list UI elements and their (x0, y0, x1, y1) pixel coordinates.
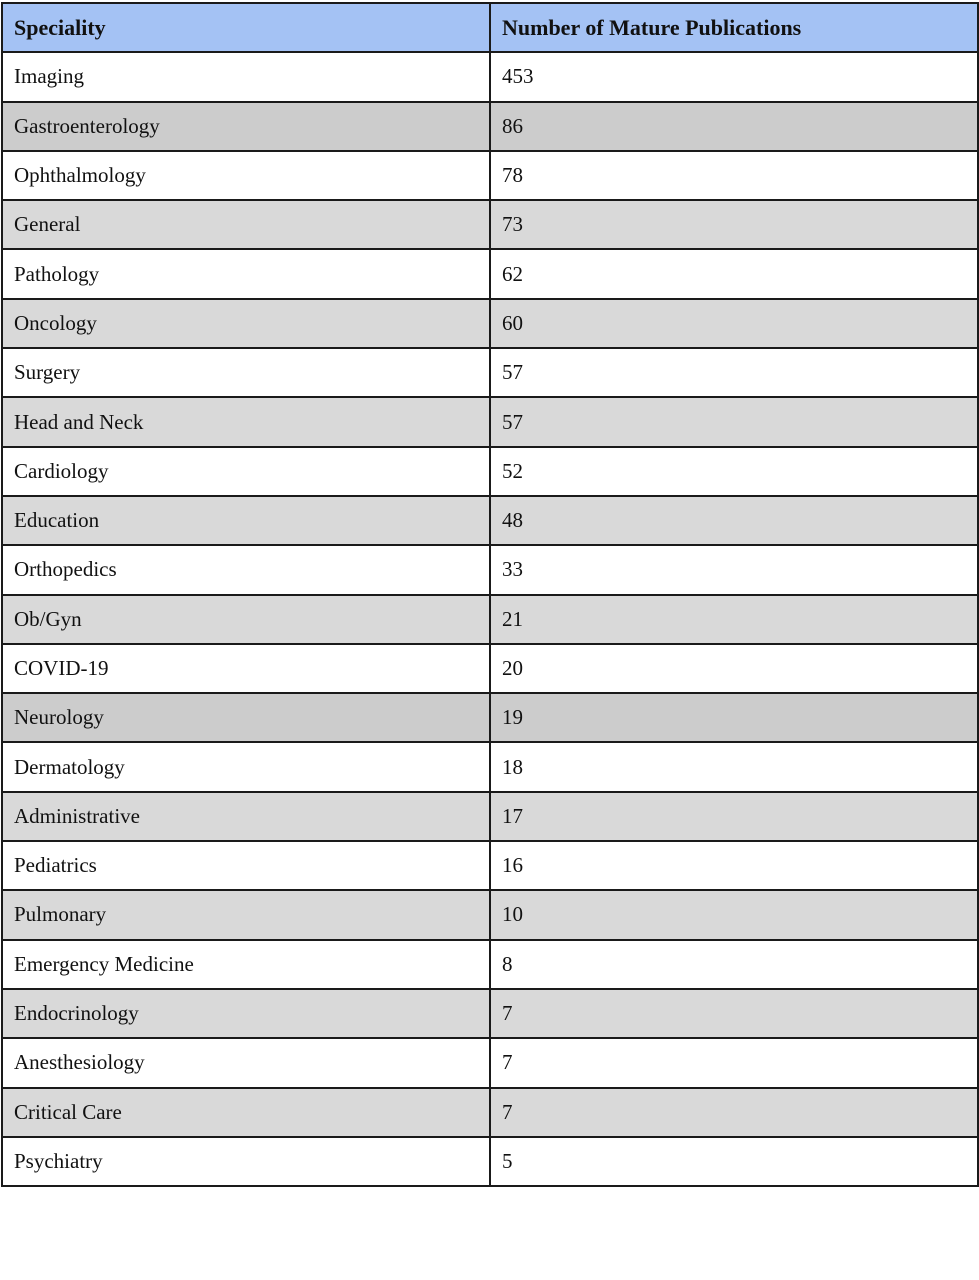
cell-publication-count: 7 (490, 1038, 978, 1087)
table-row (2, 742, 978, 791)
cell-publication-count: 52 (490, 447, 978, 496)
column-header-speciality: Speciality (2, 3, 490, 52)
cell-speciality: Ophthalmology (2, 151, 490, 200)
cell-publication-count: 16 (490, 841, 978, 890)
table-row (2, 397, 978, 446)
cell-speciality: Psychiatry (2, 1137, 490, 1186)
cell-speciality: Cardiology (2, 447, 490, 496)
table-row (2, 644, 978, 693)
table-row (2, 151, 978, 200)
table-row (2, 841, 978, 890)
cell-publication-count: 453 (490, 52, 978, 101)
cell-speciality: Head and Neck (2, 397, 490, 446)
cell-publication-count: 57 (490, 397, 978, 446)
table-row (2, 249, 978, 298)
cell-publication-count: 5 (490, 1137, 978, 1186)
cell-speciality: Pediatrics (2, 841, 490, 890)
table-row (2, 1137, 978, 1186)
cell-publication-count: 7 (490, 989, 978, 1038)
table-row (2, 102, 978, 151)
cell-publication-count: 8 (490, 940, 978, 989)
cell-publication-count: 86 (490, 102, 978, 151)
cell-speciality: Gastroenterology (2, 102, 490, 151)
cell-publication-count: 33 (490, 545, 978, 594)
cell-speciality: Administrative (2, 792, 490, 841)
table-row (2, 1088, 978, 1137)
table-row (2, 1038, 978, 1087)
cell-speciality: Anesthesiology (2, 1038, 490, 1087)
cell-publication-count: 10 (490, 890, 978, 939)
table-header-row (2, 3, 978, 52)
table-row (2, 693, 978, 742)
cell-publication-count: 57 (490, 348, 978, 397)
table-row (2, 299, 978, 348)
table-row (2, 595, 978, 644)
cell-publication-count: 20 (490, 644, 978, 693)
cell-speciality: Surgery (2, 348, 490, 397)
cell-publication-count: 60 (490, 299, 978, 348)
table-row (2, 348, 978, 397)
table-row (2, 890, 978, 939)
cell-publication-count: 17 (490, 792, 978, 841)
cell-publication-count: 78 (490, 151, 978, 200)
table-row (2, 447, 978, 496)
table-row (2, 496, 978, 545)
table-row (2, 792, 978, 841)
speciality-publications-table (1, 2, 979, 1187)
cell-speciality: Ob/Gyn (2, 595, 490, 644)
cell-speciality: Emergency Medicine (2, 940, 490, 989)
cell-publication-count: 73 (490, 200, 978, 249)
cell-publication-count: 7 (490, 1088, 978, 1137)
table-row (2, 989, 978, 1038)
cell-speciality: Orthopedics (2, 545, 490, 594)
cell-publication-count: 19 (490, 693, 978, 742)
cell-speciality: Education (2, 496, 490, 545)
cell-publication-count: 18 (490, 742, 978, 791)
cell-speciality: Imaging (2, 52, 490, 101)
cell-speciality: Dermatology (2, 742, 490, 791)
cell-speciality: Neurology (2, 693, 490, 742)
cell-speciality: Pulmonary (2, 890, 490, 939)
cell-publication-count: 48 (490, 496, 978, 545)
cell-speciality: Oncology (2, 299, 490, 348)
table-row (2, 545, 978, 594)
column-header-mature-publications: Number of Mature Publications (490, 3, 978, 52)
cell-speciality: COVID-19 (2, 644, 490, 693)
table-body (2, 52, 978, 1186)
table-row (2, 52, 978, 101)
cell-publication-count: 21 (490, 595, 978, 644)
cell-publication-count: 62 (490, 249, 978, 298)
cell-speciality: Pathology (2, 249, 490, 298)
cell-speciality: Endocrinology (2, 989, 490, 1038)
table-row (2, 940, 978, 989)
table-row (2, 200, 978, 249)
cell-speciality: General (2, 200, 490, 249)
cell-speciality: Critical Care (2, 1088, 490, 1137)
